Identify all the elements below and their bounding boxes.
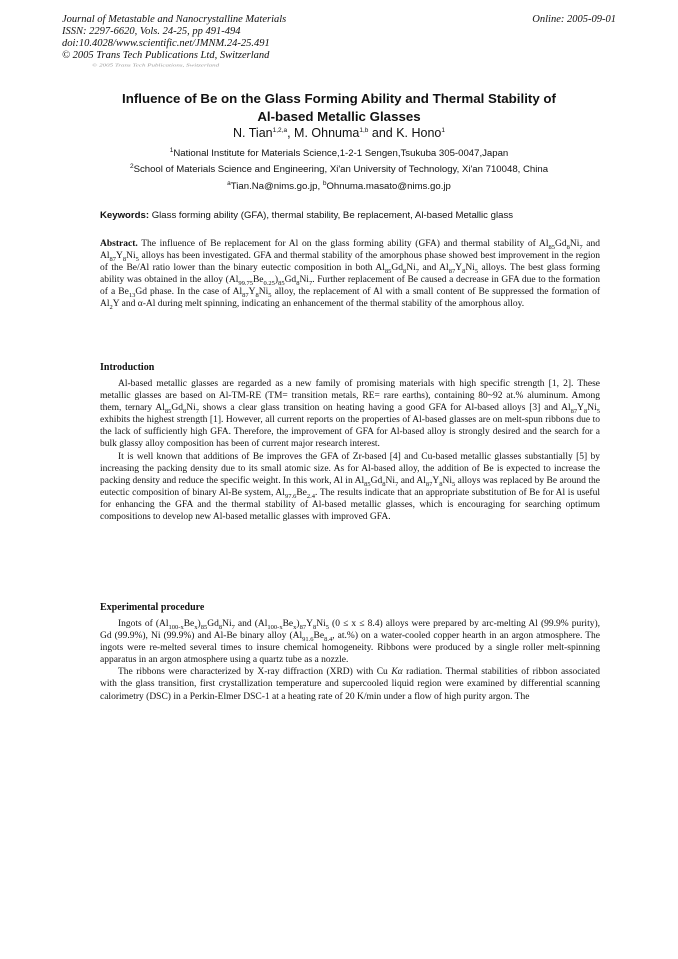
abstract-text: Y <box>116 251 123 262</box>
abstract-text: and Al <box>419 263 449 274</box>
experimental-body <box>100 618 600 703</box>
sub: 85 <box>548 243 555 251</box>
sub: 8 <box>218 623 223 631</box>
faint-copyright: © 2005 Trans Tech Publications, Switzerland <box>92 63 220 68</box>
abstract <box>100 238 600 311</box>
abstract-text: Y and α-Al during melt spinning, indicating an enhancement of the thermal stability of the amorphous alloy. <box>112 299 525 310</box>
abstract-text: Y <box>455 263 463 274</box>
sub: 8 <box>255 292 259 300</box>
sub: 87 <box>425 480 433 488</box>
sub: 8 <box>584 408 588 416</box>
online-date: Online: 2005-09-01 <box>532 14 616 25</box>
exp-text: Y <box>306 619 313 629</box>
abstract-text: Gd <box>555 239 567 249</box>
journal-name: Journal of Metastable and Nanocrystalline Materials <box>62 14 287 25</box>
abstract-text: alloys has been investigated. GFA and thermal stability of the amorphous phase showed best improvement in the region of the Be/Al ratio lower than the binary eutectic composition in both Al <box>100 251 600 274</box>
sub: 5 <box>325 623 329 631</box>
email-b-mark: b <box>322 179 327 187</box>
intro-text: Ni <box>587 403 597 414</box>
sub: 8 <box>462 268 466 276</box>
exp-text: Ingots of (Al <box>118 619 169 629</box>
exp-text: Gd <box>207 619 219 629</box>
sub: 85 <box>384 268 392 276</box>
intro-text: Gd <box>370 475 383 486</box>
sub: 99.75 <box>238 280 253 288</box>
exp-text: Kα <box>391 667 403 678</box>
email-a-mark: a <box>227 179 231 187</box>
affil-2-num: 2 <box>129 162 134 170</box>
abstract-text: Ni <box>569 239 580 249</box>
sub: 87 <box>299 623 307 631</box>
abstract-text: Gd <box>391 263 404 274</box>
sub: 8 <box>382 480 386 488</box>
sub: 7 <box>195 408 199 416</box>
intro-text: Ni <box>385 475 395 486</box>
sub: 87 <box>570 408 578 416</box>
copyright-line: © 2005 Trans Tech Publications Ltd, Switzerland <box>62 50 270 61</box>
sub: 2 <box>109 304 113 312</box>
sub: 0.25 <box>263 280 275 288</box>
exp-text: Ni <box>316 619 326 629</box>
exp-text: Be <box>183 619 195 629</box>
abstract-text: Be <box>252 275 264 286</box>
doi-line: doi:10.4028/www.scientific.net/JMNM.24-25.491 <box>62 38 270 49</box>
sub: 5 <box>596 408 600 416</box>
sub: 85 <box>200 623 208 631</box>
affil-1-text: National Institute for Materials Science,1-2-1 Sengen,Tsukuba 305-0047,Japan <box>173 148 509 159</box>
email-2: Ohnuma.masato@nims.go.jp <box>326 181 451 192</box>
intro-text: . The results indicate that an appropriate substitution of Be for Al is useful for enhancing the GFA and the thermal stability of Al-based metallic glasses, which is encouraging for searching optimum compositions to develop new Al-based metallic glasses with improved GFA. <box>100 487 600 523</box>
introduction-body <box>100 378 600 523</box>
title-line-1: Influence of Be on the Glass Forming Ability and Thermal Stability of <box>122 91 556 106</box>
sub: 87 <box>448 268 456 276</box>
sub: 100-x <box>168 623 184 631</box>
author-1-affil: 1,2,a <box>272 126 288 134</box>
intro-text: Y <box>432 475 440 486</box>
affil-1-num: 1 <box>169 146 174 154</box>
exp-text: ) <box>197 619 201 629</box>
abstract-text: Ni <box>126 251 136 262</box>
abstract-text: Gd phase. In the case of Al <box>135 287 243 298</box>
sub: 5 <box>474 268 479 276</box>
sub: 7 <box>231 623 235 631</box>
sub: 5 <box>268 292 272 300</box>
abstract-text: Ni <box>299 275 309 286</box>
author-3-affil: 1 <box>441 126 445 134</box>
keywords-label: Keywords: <box>100 210 150 221</box>
sub: 7 <box>395 480 399 488</box>
intro-text: Ni <box>186 403 196 414</box>
title-line-2: Al-based Metallic Glasses <box>257 109 421 124</box>
sub: 85 <box>364 480 371 488</box>
affiliation-1 <box>90 148 588 160</box>
sub: 97.6 <box>284 492 297 500</box>
sub: x <box>293 623 297 631</box>
sub: 8 <box>439 480 443 488</box>
abstract-text: The influence of Be replacement for Al on the glass forming ability (GFA) and thermal stability of Al <box>137 239 549 249</box>
sub: 5 <box>451 480 456 488</box>
sub: 8 <box>312 623 317 631</box>
exp-text: radiation. Thermal stabilities of ribbon associated with the glass transition, first crystallization temperature and supercooled liquid region were examined by differential scanning calorimetry (DSC) in a Perkin-Elmer DSC-1 at a heating rate of 20 K/min under a flow of high purity argon. The <box>100 667 600 702</box>
intro-text: Ni <box>442 475 452 486</box>
sub: 8 <box>566 243 570 251</box>
intro-text: and Al <box>398 475 426 486</box>
sub: 85 <box>278 280 285 288</box>
sub: 87 <box>109 255 116 263</box>
abstract-text: Y <box>248 287 256 298</box>
sub: 8 <box>182 408 187 416</box>
author-2: , M. Ohnuma <box>287 126 360 140</box>
sub: 5 <box>135 255 139 263</box>
intro-text: exhibits the highest strength [1]. However, all current reports on the properties of Al-based glasses are on melt-spun ribbons due to the lack of sufficiently high GFA. Therefore, the improvement of GFA for Al-based alloy is strongly desired and the search for a bulk glassy alloy composition has been of current major research interest. <box>100 415 600 450</box>
email-1: Tian.Na@nims.go.jp, <box>230 181 323 192</box>
intro-text: Al-based metallic glasses are regarded as a new family of promising materials with high specific strength [1, 2]. These metallic glasses are based on Al-TM-RE (TM= transition metals, RE= rare earths), containing 80~92 at.% aluminum. Among them, ternary Al <box>100 379 600 414</box>
affil-2-text: School of Materials Science and Engineering, Xi'an University of Technology, Xi'an 710048, China <box>133 164 549 175</box>
sub: 7 <box>415 268 420 276</box>
intro-text: alloys was replaced by Be around the eutectic composition of binary Al-Be system, Al <box>100 475 600 498</box>
abstract-text: . Further replacement of Be caused a decrease in GFA due to the formation of a Be <box>100 275 600 298</box>
sub: 100-x <box>267 623 283 631</box>
abstract-text: Ni <box>465 263 475 274</box>
sub: 91.6 <box>302 635 314 643</box>
section-heading-introduction: Introduction <box>100 362 155 373</box>
sub: 2.4 <box>306 492 315 500</box>
abstract-label: Abstract. <box>100 239 138 249</box>
exp-text: Be <box>282 619 294 629</box>
intro-text: shows a clear glass transition on heating having a good GFA for Al-based alloys [3] and Al <box>198 403 571 414</box>
sub: 13 <box>128 292 136 300</box>
exp-text: Be <box>313 631 325 642</box>
sub: 85 <box>164 408 172 416</box>
exp-text: ) <box>296 619 300 629</box>
exp-text: (0 ≤ x ≤ 8.4) alloys were prepared by arc-melting Al (99.9% purity), Gd (99.9%), Ni (99.9%) and Al-Be binary alloy (Al <box>100 619 601 642</box>
intro-text: It is well known that additions of Be improves the GFA of Zr-based [4] and Cu-based metallic glasses substantially [5] by increasing the packing density due to its small atomic size. As for Al-based alloy, the addition of Be is expected to increase the packing density and reduce the specific weight. In this work, Al in Al <box>100 451 600 486</box>
author-3: and K. Hono <box>368 126 442 140</box>
abstract-text: Ni <box>406 263 416 274</box>
sub: 8.4 <box>324 635 333 643</box>
abstract-text: alloy, the replacement of Al with a small content of Be suppressed the formation of Al <box>100 287 600 310</box>
abstract-text: ) <box>274 275 279 286</box>
intro-text: Y <box>577 403 584 414</box>
sub: 8 <box>403 268 407 276</box>
sub: 7 <box>308 280 313 288</box>
abstract-text: alloys. The best glass forming ability was obtained in the alloy (Al <box>100 263 600 286</box>
affiliation-2 <box>90 164 588 176</box>
exp-text: Ni <box>222 619 232 629</box>
sub: 7 <box>579 243 583 251</box>
keywords-text: Glass forming ability (GFA), thermal stability, Be replacement, Al-based Metallic glass <box>149 210 514 221</box>
section-heading-experimental: Experimental procedure <box>100 602 205 613</box>
exp-text: The ribbons were characterized by X-ray diffraction (XRD) with Cu <box>118 667 392 678</box>
issn-line: ISSN: 2297-6620, Vols. 24-25, pp 491-494 <box>62 26 241 37</box>
sub: 87 <box>242 292 249 300</box>
paper-title <box>90 90 588 126</box>
author-2-affil: 1,b <box>359 126 369 134</box>
author-1: N. Tian <box>233 126 273 140</box>
exp-text: and (Al <box>234 619 268 629</box>
sub: 8 <box>122 255 127 263</box>
exp-text: , at.%) on a water-cooled copper hearth in an argon atmosphere. The ingots were re-melted several times to insure chemical homogeneity. Ribbons were produced by a single roller melt-spinning apparatus in an argon atmosphere using a quartz tube as a nozzle. <box>100 631 600 666</box>
journal-header <box>62 14 286 62</box>
abstract-text: Gd <box>284 275 297 286</box>
sub: x <box>194 623 198 631</box>
intro-text: Gd <box>171 403 183 414</box>
sub: 8 <box>296 280 300 288</box>
abstract-text: Ni <box>258 287 269 298</box>
emails <box>90 181 588 193</box>
author-list <box>90 125 588 141</box>
keywords <box>100 210 600 222</box>
intro-text: Be <box>296 487 307 498</box>
abstract-text: and Al <box>100 239 601 262</box>
